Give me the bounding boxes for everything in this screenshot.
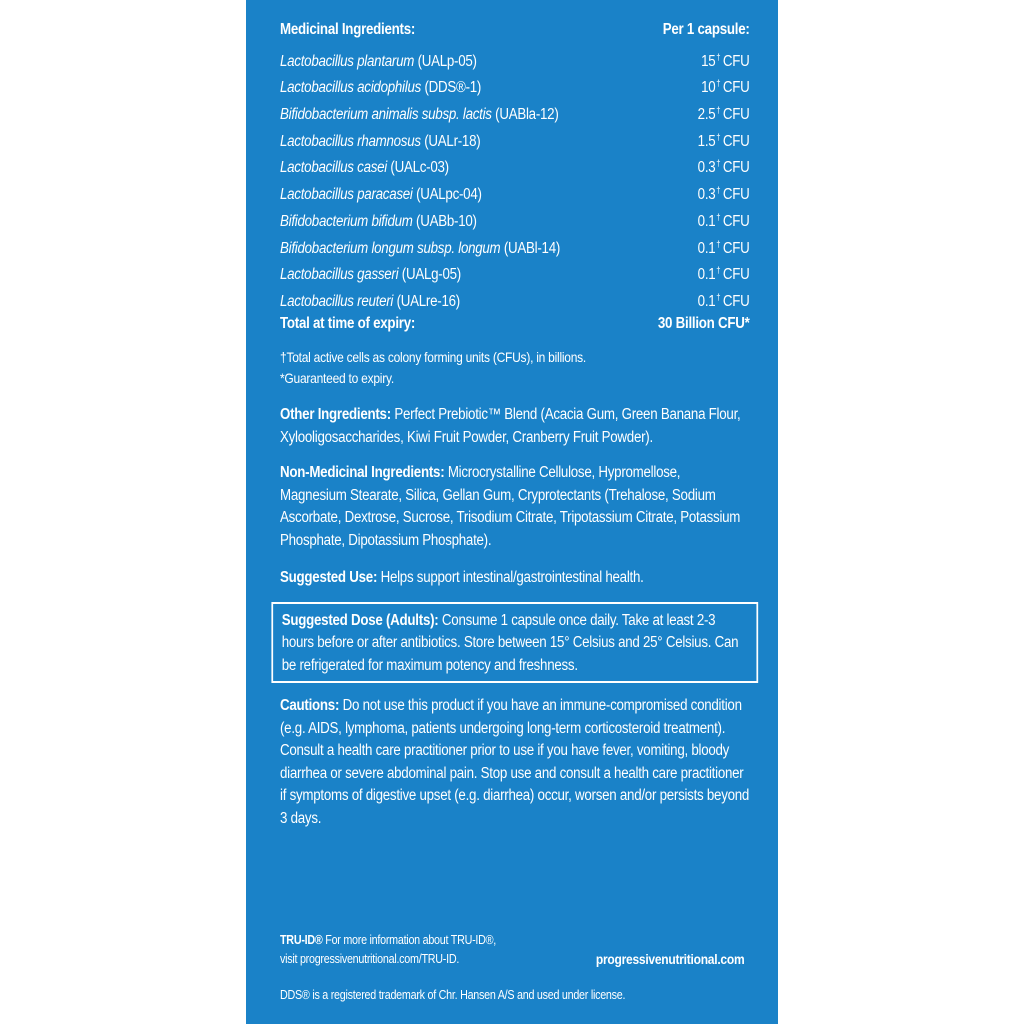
amount-unit: CFU <box>722 106 750 124</box>
ingredients-header <box>280 17 750 44</box>
asterisk-note: *Guaranteed to expiry. <box>280 370 394 387</box>
cautions-text: Do not use this product if you have an immune-compromised condition (e.g. AIDS, lymphoma, patients undergoing long-term corticosteroid treatment). Consult a health care practitioner prior to use if you have fever, vomiting, bloody diarrhea or severe abdominal pain. Stop use and consult a health care practitioner if symptoms of digestive upset (e.g. diarrhea) occur, worsen and/or persists beyond 3 days. <box>280 697 750 827</box>
ingredient-strain: (UALre-16) <box>393 292 460 310</box>
ingredient-strain: (DDS®-1) <box>421 79 482 97</box>
truid-line2: visit progressivenutritional.com/TRU-ID. <box>280 952 460 966</box>
ingredient-species: Lactobacillus acidophilus <box>280 79 422 97</box>
amount-unit: CFU <box>722 292 750 310</box>
cautions-label: Cautions: <box>280 697 340 715</box>
ingredient-name <box>280 262 461 289</box>
ingredient-species: Lactobacillus reuteri <box>280 292 394 310</box>
dagger-mark: † <box>716 51 721 62</box>
non-medicinal-label: Non-Medicinal Ingredients: <box>280 464 445 482</box>
amount-unit: CFU <box>722 239 750 257</box>
non-medicinal-ingredients <box>280 462 750 552</box>
trademark-notice <box>280 986 750 1005</box>
ingredient-strain: (UABb-10) <box>412 212 477 230</box>
ingredient-strain: (UALc-03) <box>386 159 449 177</box>
header-label: Medicinal Ingredients: <box>280 21 416 38</box>
dagger-note: †Total active cells as colony forming units (CFUs), in billions. <box>280 349 587 366</box>
total-row <box>280 311 750 338</box>
ingredient-species: Bifidobacterium longum subsp. longum <box>280 239 501 257</box>
ingredient-species: Bifidobacterium bifidum <box>280 212 413 230</box>
website-url: progressivenutritional.com <box>595 951 745 967</box>
ingredient-row <box>280 44 750 71</box>
ingredient-species: Bifidobacterium animalis subsp. lactis <box>280 106 492 124</box>
amount-value: 0.3 <box>697 159 716 177</box>
amount-unit: CFU <box>722 79 750 97</box>
dagger-mark: † <box>716 105 721 116</box>
ingredient-species: Lactobacillus rhamnosus <box>280 132 421 150</box>
amount-value: 0.1 <box>697 266 716 284</box>
ingredient-list <box>280 44 750 311</box>
dagger-mark: † <box>716 265 721 276</box>
dagger-mark: † <box>716 238 721 249</box>
ingredient-strain: (UALp-05) <box>414 52 477 70</box>
dagger-mark: † <box>716 185 721 196</box>
suggested-use-label: Suggested Use: <box>280 569 378 587</box>
amount-value: 2.5 <box>697 106 716 124</box>
other-ingredients-label: Other Ingredients: <box>280 406 391 424</box>
amount-unit: CFU <box>722 266 750 284</box>
ingredient-strain: (UALr-18) <box>420 132 481 150</box>
amount-value: 10 <box>701 79 716 97</box>
ingredient-name <box>280 209 477 236</box>
ingredient-name <box>280 129 480 156</box>
amount-unit: CFU <box>722 212 750 230</box>
suggested-dose-label: Suggested Dose (Adults): <box>281 611 439 629</box>
suggested-dose-box <box>271 602 758 684</box>
suggested-dose-text: Consume 1 capsule once daily. Take at least 2-3 hours before or after antibiotics. Store between 15° Celsius and 25° Celsius. Can be refrigerated for maximum potency and freshness. <box>281 611 739 674</box>
ingredient-strain: (UABl-14) <box>500 239 561 257</box>
suggested-use <box>280 567 750 590</box>
truid-label: TRU-ID® <box>280 933 323 947</box>
amount-value: 15 <box>701 52 716 70</box>
ingredient-strain: (UABla-12) <box>491 106 559 124</box>
ingredient-strain: (UALg-05) <box>398 266 461 284</box>
ingredient-name <box>280 49 477 76</box>
ingredient-name <box>280 155 449 182</box>
amount-value: 0.1 <box>697 292 716 310</box>
other-ingredients <box>280 404 750 449</box>
amount-unit: CFU <box>722 132 750 150</box>
dagger-mark: † <box>716 131 721 142</box>
total-value: 30 Billion CFU* <box>657 314 750 332</box>
amount-value: 1.5 <box>697 132 716 150</box>
label-panel <box>246 0 778 1024</box>
ingredient-name <box>280 102 559 129</box>
ingredient-species: Lactobacillus casei <box>280 159 387 177</box>
other-ingredients-text: Perfect Prebiotic™ Blend (Acacia Gum, Green Banana Flour, Xylooligosaccharides, Kiwi Fruit Powder, Cranberry Fruit Powder). <box>280 406 741 446</box>
footnotes <box>280 347 750 389</box>
non-medicinal-text: Microcrystalline Cellulose, Hypromellose, Magnesium Stearate, Silica, Gellan Gum, Cryprotectants (Trehalose, Sodium Ascorbate, Dextrose, Sucrose, Trisodium Citrate, Tripotassium Citrate, Potassium Phosphate, Dipotassium Phosphate). <box>280 464 741 549</box>
ingredient-name <box>280 75 481 102</box>
amount-value: 0.1 <box>697 239 716 257</box>
amount-value: 0.1 <box>697 212 716 230</box>
amount-value: 0.3 <box>697 186 716 204</box>
amount-unit: CFU <box>722 52 750 70</box>
truid-info <box>280 931 750 969</box>
ingredient-name <box>280 236 560 263</box>
header-per: Per 1 capsule: <box>662 21 750 38</box>
total-label: Total at time of expiry: <box>280 314 416 332</box>
truid-line1: For more information about TRU-ID®, <box>322 933 497 947</box>
amount-unit: CFU <box>722 159 750 177</box>
dagger-mark: † <box>716 78 721 89</box>
suggested-use-text: Helps support intestinal/gastrointestinal health. <box>377 569 644 587</box>
amount-unit: CFU <box>722 186 750 204</box>
ingredient-species: Lactobacillus paracasei <box>280 186 413 204</box>
ingredient-species: Lactobacillus plantarum <box>280 52 415 70</box>
ingredient-name <box>280 182 482 209</box>
dagger-mark: † <box>716 158 721 169</box>
ingredient-strain: (UALpc-04) <box>412 186 482 204</box>
cautions <box>280 695 750 830</box>
dagger-mark: † <box>716 291 721 302</box>
trademark-text: DDS® is a registered trademark of Chr. Hansen A/S and used under license. <box>280 988 626 1002</box>
ingredient-species: Lactobacillus gasseri <box>280 266 399 284</box>
dagger-mark: † <box>716 211 721 222</box>
